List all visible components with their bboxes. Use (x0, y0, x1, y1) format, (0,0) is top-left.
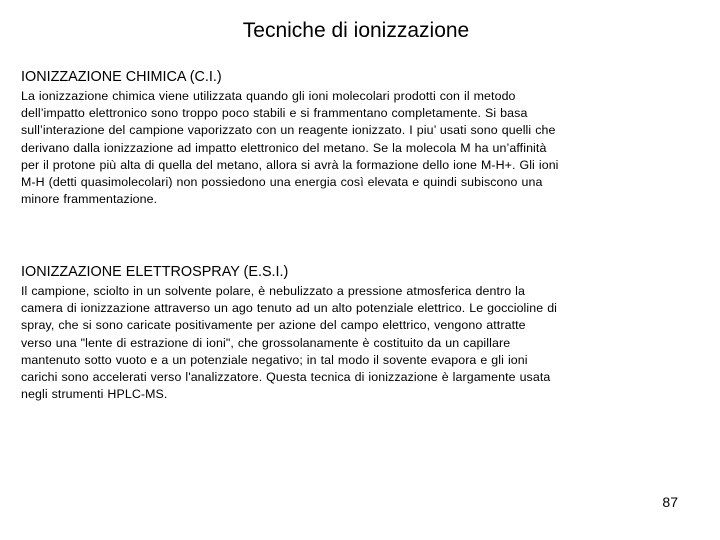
body-line: camera di ionizzazione attraverso un ago tenuto ad un alto potenziale elettrico. Le goccioline di (21, 301, 558, 316)
section-heading: IONIZZAZIONE ELETTROSPRAY (E.S.I.) (21, 264, 289, 280)
section-heading: IONIZZAZIONE CHIMICA (C.I.) (21, 69, 222, 85)
body-line: La ionizzazione chimica viene utilizzata quando gli ioni molecolari prodotti con il metodo (21, 89, 516, 103)
body-line: M-H (detti quasimolecolari) non possiedono una energia così elevata e quindi subiscono una (21, 175, 543, 190)
section-chemical-ionization (21, 68, 661, 208)
page-number: 87 (662, 494, 678, 510)
section-body (21, 88, 661, 208)
body-line: dell’impatto elettronico sono troppo poco stabili e si frammentano completamente. Si basa (21, 106, 528, 121)
body-line: verso una "lente di estrazione di ioni", che grossolanamente è costituito da un capillare (21, 335, 511, 350)
body-line: mantenuto sotto vuoto e a un potenziale negativo; in tal modo il sovente evapora e gli ioni (21, 352, 528, 367)
section-electrospray-ionization (21, 263, 661, 403)
body-line: sull’interazione del campione vaporizzato con un reagente ionizzato. I piu’ usati sono quelli che (21, 123, 556, 138)
body-line: spray, che si sono caricate positivamente per azione del campo elettrico, vengono attratte (21, 318, 526, 333)
body-line: Il campione, sciolto in un solvente polare, è nebulizzato a pressione atmosferica dentro la (21, 284, 526, 298)
body-line: carichi sono accelerati verso l'analizzatore. Questa tecnica di ionizzazione è largamente usata (21, 370, 551, 385)
body-line: derivano dalla ionizzazione ad impatto elettronico del metano. Se la molecola M ha un’affinità (21, 140, 547, 155)
slide-title: Tecniche di ionizzazione (242, 19, 470, 42)
body-line: minore frammentazione. (21, 192, 158, 207)
body-line: negli strumenti HPLC-MS. (21, 387, 168, 402)
section-body (21, 283, 661, 403)
body-line: per il protone più alta di quella del metano, allora si avrà la formazione dello ione M-H+. Gli ioni (21, 157, 559, 172)
